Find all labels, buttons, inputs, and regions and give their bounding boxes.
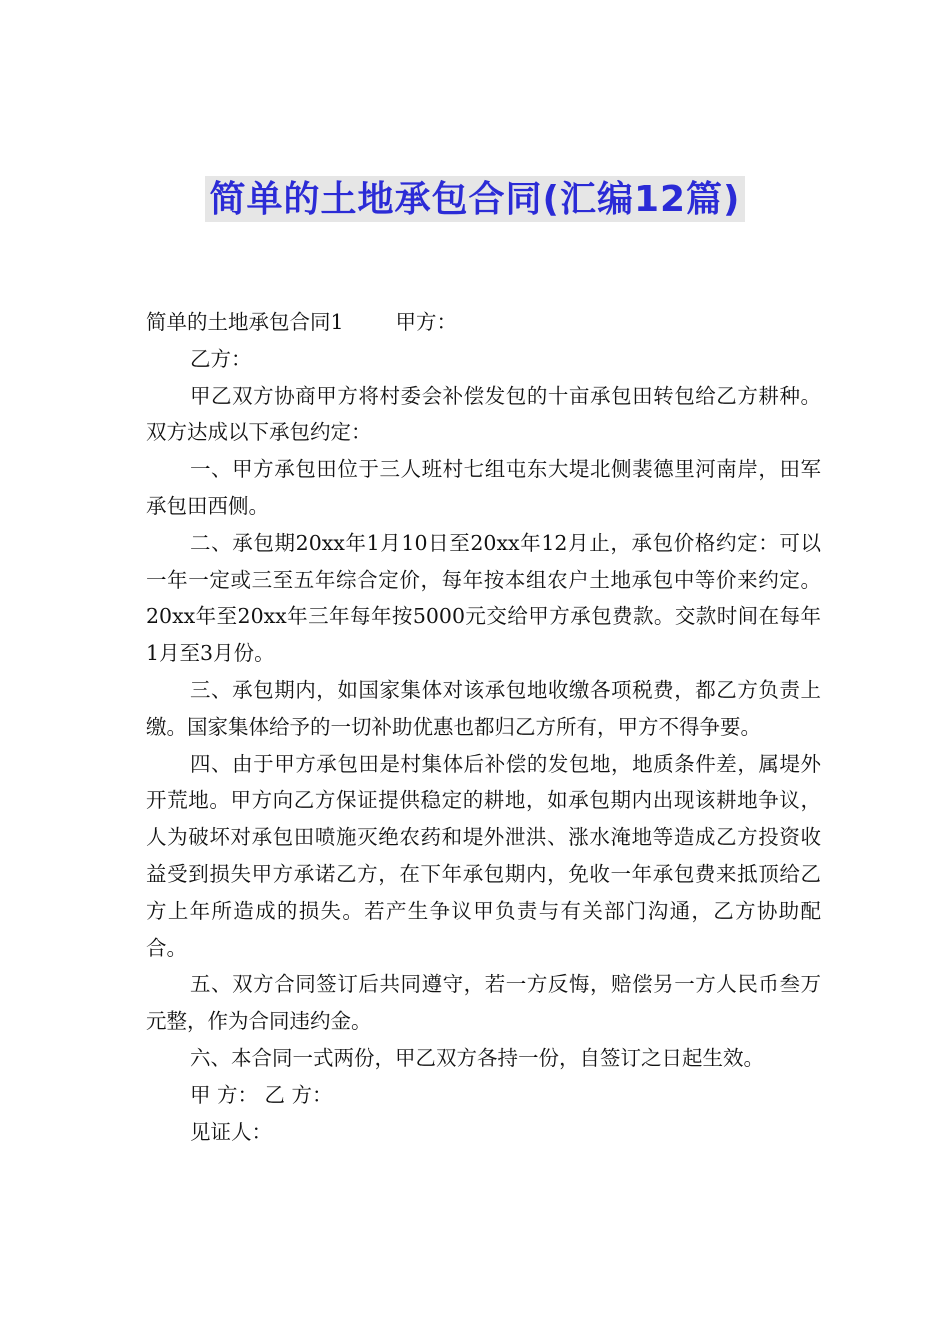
paragraph-clause-3: 三、承包期内，如国家集体对该承包地收缴各项税费，都乙方负责上缴。国家集体给予的一切补助优惠也都归乙方所有，甲方不得争要。 [146,677,821,739]
document-body [146,304,821,1150]
paragraph-clause-1: 一、甲方承包田位于三人班村七组屯东大堤北侧裴德里河南岸，田军承包田西侧。 [146,457,821,518]
paragraph-party-b: 乙方： [190,346,252,371]
paragraph-clause-5: 五、双方合同签订后共同遵守，若一方反悔，赔偿另一方人民币叁万元整，作为合同违约金。 [146,972,821,1034]
paragraph-clause-4: 四、由于甲方承包田是村集体后补偿的发包地，地质条件差，属堤外开荒地。甲方向乙方保证提供稳定的耕地，如承包期内出现该耕地争议，人为破坏对承包田喷施灭绝农药和堤外泄洪、涨水淹地等造成乙方投资收益受到损失甲方承诺乙方，在下年承包期内，免收一年承包费来抵顶给乙方上年所造成的损失。若产生争议甲负责与有关部门沟通，乙方协助配合。 [146,751,821,960]
title-container [0,176,950,222]
party-a-label: 甲方： [395,310,458,334]
document-title: 简单的土地承包合同(汇编12篇) [205,176,744,222]
heading-line [146,304,821,341]
paragraph-signatures: 甲 方： 乙 方： [190,1082,333,1107]
paragraph-clause-2: 二、承包期20xx年1月10日至20xx年12月止，承包价格约定：可以一年一定或三至五年综合定价，每年按本组农户土地承包中等价来约定。20xx年至20xx年三年每年按5000元交给甲方承包费款。交款时间在每年1月至3月份。 [146,530,821,666]
paragraph-witness: 见证人： [190,1119,272,1144]
paragraph-intro: 甲乙双方协商甲方将村委会补偿发包的十亩承包田转包给乙方耕种。双方达成以下承包约定： [146,383,821,445]
contract-heading: 简单的土地承包合同1 [146,310,344,334]
paragraph-clause-6: 六、本合同一式两份，甲乙双方各持一份，自签订之日起生效。 [190,1045,764,1070]
